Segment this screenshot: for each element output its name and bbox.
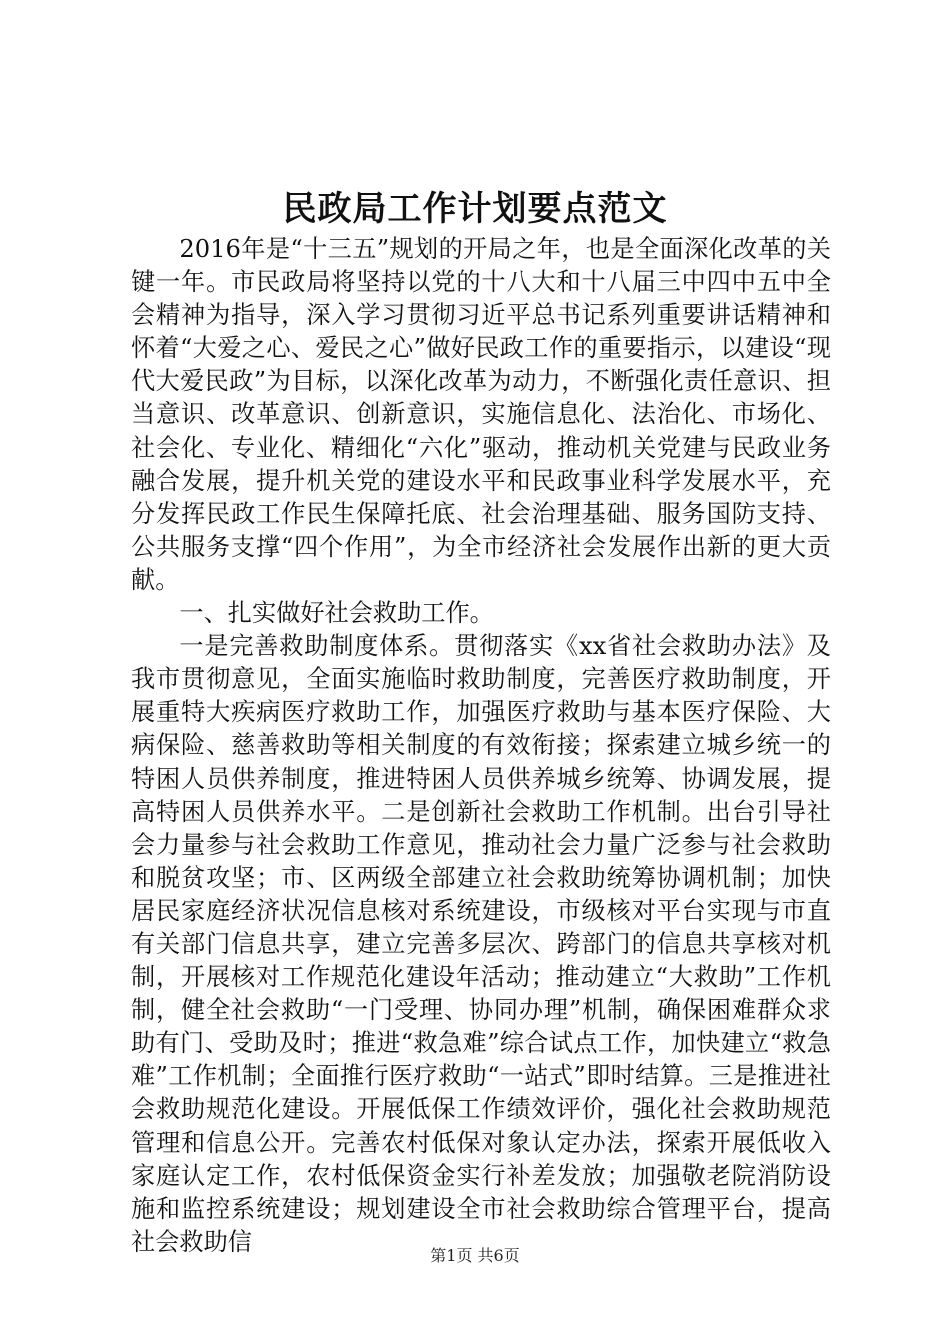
intro-paragraph: 2016年是“十三五”规划的开局之年，也是全面深化改革的关键一年。市民政局将坚持以党的十八大和十八届三中四中五中全会精神为指导，深入学习贯彻习近平总书记系列重要讲话精神和怀着“大爱之心、爱民之心”做好民政工作的重要指示，以建设“现代大爱民政”为目标，以深化改革为动力，不断强化责任意识、担当意识、改革意识、创新意识，实施信息化、法治化、市场化、社会化、专业化、精细化“六化”驱动，推动机关党建与民政业务融合发展，提升机关党的建设水平和民政事业科学发展水平，充分发挥民政工作民生保障托底、社会治理基础、服务国防支持、公共服务支撑“四个作用”，为全市经济社会发展作出新的更大贡献。 [131, 235, 831, 594]
page-number-footer: 第1页 共6页 [430, 1246, 520, 1265]
section-heading: 一、扎实做好社会救助工作。 [179, 599, 494, 628]
document-title: 民政局工作计划要点范文 [282, 189, 668, 229]
section-paragraph: 一是完善救助制度体系。贯彻落实《xx省社会救助办法》及我市贯彻意见，全面实施临时救助制度，完善医疗救助制度，开展重特大疾病医疗救助工作，加强医疗救助与基本医疗保险、大病保险、慈善救助等相关制度的有效衔接；探索建立城乡统一的特困人员供养制度，推进特困人员供养城乡统筹、协调发展，提高特困人员供养水平。二是创新社会救助工作机制。出台引导社会力量参与社会救助工作意见，推动社会力量广泛参与社会救助和脱贫攻坚；市、区两级全部建立社会救助统筹协调机制；加快居民家庭经济状况信息核对系统建设，市级核对平台实现与市直有关部门信息共享，建立完善多层次、跨部门的信息共享核对机制，开展核对工作规范化建设年活动；推动建立“大救助”工作机制，健全社会救助“一门受理、协同办理”机制，确保困难群众求助有门、受助及时；推进“救急难”综合试点工作，加快建立“救急难”工作机制；全面推行医疗救助“一站式”即时结算。三是推进社会救助规范化建设。开展低保工作绩效评价，强化社会救助规范管理和信息公开。完善农村低保对象认定办法，探索开展低收入家庭认定工作，农村低保资金实行补差发放；加强敬老院消防设施和监控系统建设；规划建设全市社会救助综合管理平台，提高社会救助信 [131, 632, 831, 1256]
document-body [131, 233, 831, 1259]
